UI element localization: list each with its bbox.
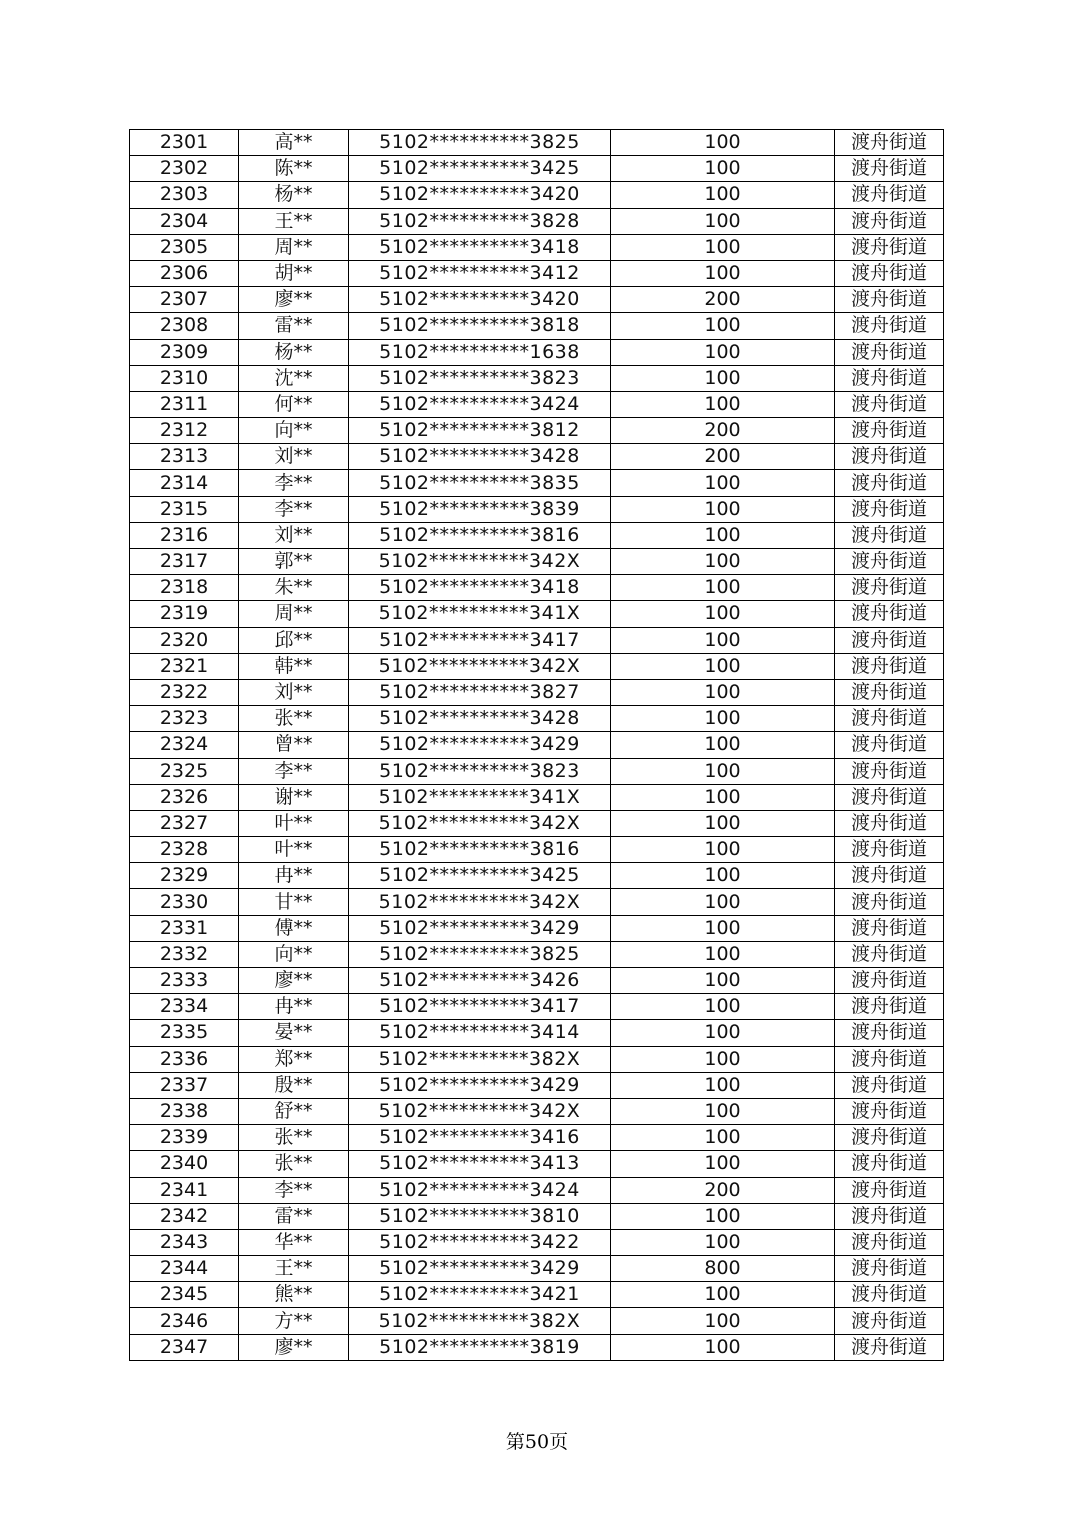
- id-number-cell: 5102**********341X: [349, 784, 611, 810]
- table-row: [130, 575, 944, 601]
- amount-cell: 100: [611, 1046, 835, 1072]
- name-cell: 廖**: [239, 1334, 349, 1360]
- amount-cell: 100: [611, 522, 835, 548]
- row-number-cell: 2322: [130, 679, 239, 705]
- row-number-cell: 2308: [130, 313, 239, 339]
- street-cell: 渡舟街道: [835, 889, 944, 915]
- street-cell: 渡舟街道: [835, 287, 944, 313]
- table-row: [130, 706, 944, 732]
- amount-cell: 100: [611, 496, 835, 522]
- table-row: [130, 784, 944, 810]
- name-cell: 熊**: [239, 1282, 349, 1308]
- street-cell: 渡舟街道: [835, 1308, 944, 1334]
- table-row: [130, 313, 944, 339]
- id-number-cell: 5102**********3424: [349, 1177, 611, 1203]
- street-cell: 渡舟街道: [835, 365, 944, 391]
- name-cell: 傅**: [239, 915, 349, 941]
- table-row: [130, 260, 944, 286]
- street-cell: 渡舟街道: [835, 260, 944, 286]
- street-cell: 渡舟街道: [835, 810, 944, 836]
- street-cell: 渡舟街道: [835, 549, 944, 575]
- name-cell: 向**: [239, 941, 349, 967]
- row-number-cell: 2312: [130, 418, 239, 444]
- street-cell: 渡舟街道: [835, 1229, 944, 1255]
- row-number-cell: 2344: [130, 1256, 239, 1282]
- name-cell: 刘**: [239, 444, 349, 470]
- table-row: [130, 679, 944, 705]
- name-cell: 张**: [239, 706, 349, 732]
- table-row: [130, 994, 944, 1020]
- amount-cell: 100: [611, 968, 835, 994]
- id-number-cell: 5102**********3429: [349, 915, 611, 941]
- name-cell: 朱**: [239, 575, 349, 601]
- row-number-cell: 2334: [130, 994, 239, 1020]
- name-cell: 杨**: [239, 339, 349, 365]
- street-cell: 渡舟街道: [835, 1072, 944, 1098]
- amount-cell: 100: [611, 653, 835, 679]
- table-row: [130, 1020, 944, 1046]
- id-number-cell: 5102**********3825: [349, 941, 611, 967]
- table-row: [130, 1177, 944, 1203]
- row-number-cell: 2342: [130, 1203, 239, 1229]
- name-cell: 向**: [239, 418, 349, 444]
- row-number-cell: 2331: [130, 915, 239, 941]
- row-number-cell: 2320: [130, 627, 239, 653]
- name-cell: 晏**: [239, 1020, 349, 1046]
- table-row: [130, 470, 944, 496]
- roster-table-body: [130, 130, 944, 1361]
- id-number-cell: 5102**********3418: [349, 234, 611, 260]
- table-row: [130, 627, 944, 653]
- name-cell: 廖**: [239, 287, 349, 313]
- roster-table: [129, 129, 944, 1361]
- row-number-cell: 2314: [130, 470, 239, 496]
- id-number-cell: 5102**********3417: [349, 994, 611, 1020]
- street-cell: 渡舟街道: [835, 1282, 944, 1308]
- table-row: [130, 339, 944, 365]
- table-row: [130, 732, 944, 758]
- row-number-cell: 2338: [130, 1098, 239, 1124]
- name-cell: 方**: [239, 1308, 349, 1334]
- row-number-cell: 2327: [130, 810, 239, 836]
- table-row: [130, 837, 944, 863]
- name-cell: 张**: [239, 1125, 349, 1151]
- id-number-cell: 5102**********3819: [349, 1334, 611, 1360]
- street-cell: 渡舟街道: [835, 130, 944, 156]
- street-cell: 渡舟街道: [835, 915, 944, 941]
- table-row: [130, 1125, 944, 1151]
- row-number-cell: 2341: [130, 1177, 239, 1203]
- id-number-cell: 5102**********3828: [349, 208, 611, 234]
- street-cell: 渡舟街道: [835, 1256, 944, 1282]
- id-number-cell: 5102**********3420: [349, 287, 611, 313]
- table-row: [130, 1151, 944, 1177]
- amount-cell: 100: [611, 156, 835, 182]
- id-number-cell: 5102**********3417: [349, 627, 611, 653]
- amount-cell: 100: [611, 470, 835, 496]
- name-cell: 叶**: [239, 837, 349, 863]
- name-cell: 刘**: [239, 679, 349, 705]
- table-row: [130, 182, 944, 208]
- street-cell: 渡舟街道: [835, 418, 944, 444]
- street-cell: 渡舟街道: [835, 968, 944, 994]
- name-cell: 周**: [239, 234, 349, 260]
- row-number-cell: 2340: [130, 1151, 239, 1177]
- street-cell: 渡舟街道: [835, 1151, 944, 1177]
- id-number-cell: 5102**********3420: [349, 182, 611, 208]
- amount-cell: 100: [611, 182, 835, 208]
- amount-cell: 100: [611, 208, 835, 234]
- amount-cell: 100: [611, 889, 835, 915]
- amount-cell: 100: [611, 1151, 835, 1177]
- id-number-cell: 5102**********342X: [349, 889, 611, 915]
- table-row: [130, 863, 944, 889]
- row-number-cell: 2319: [130, 601, 239, 627]
- amount-cell: 100: [611, 549, 835, 575]
- amount-cell: 100: [611, 1334, 835, 1360]
- amount-cell: 100: [611, 234, 835, 260]
- id-number-cell: 5102**********342X: [349, 1098, 611, 1124]
- street-cell: 渡舟街道: [835, 1203, 944, 1229]
- amount-cell: 100: [611, 1072, 835, 1098]
- table-row: [130, 391, 944, 417]
- name-cell: 曾**: [239, 732, 349, 758]
- row-number-cell: 2316: [130, 522, 239, 548]
- name-cell: 胡**: [239, 260, 349, 286]
- name-cell: 张**: [239, 1151, 349, 1177]
- table-row: [130, 1334, 944, 1360]
- street-cell: 渡舟街道: [835, 470, 944, 496]
- id-number-cell: 5102**********3816: [349, 522, 611, 548]
- amount-cell: 100: [611, 679, 835, 705]
- id-number-cell: 5102**********3823: [349, 758, 611, 784]
- name-cell: 王**: [239, 1256, 349, 1282]
- amount-cell: 200: [611, 287, 835, 313]
- table-row: [130, 889, 944, 915]
- name-cell: 甘**: [239, 889, 349, 915]
- table-row: [130, 496, 944, 522]
- amount-cell: 100: [611, 810, 835, 836]
- id-number-cell: 5102**********3825: [349, 130, 611, 156]
- street-cell: 渡舟街道: [835, 1125, 944, 1151]
- id-number-cell: 5102**********3810: [349, 1203, 611, 1229]
- street-cell: 渡舟街道: [835, 391, 944, 417]
- table-row: [130, 1046, 944, 1072]
- row-number-cell: 2335: [130, 1020, 239, 1046]
- name-cell: 王**: [239, 208, 349, 234]
- name-cell: 雷**: [239, 1203, 349, 1229]
- id-number-cell: 5102**********342X: [349, 549, 611, 575]
- id-number-cell: 5102**********3839: [349, 496, 611, 522]
- id-number-cell: 5102**********382X: [349, 1308, 611, 1334]
- row-number-cell: 2347: [130, 1334, 239, 1360]
- street-cell: 渡舟街道: [835, 234, 944, 260]
- street-cell: 渡舟街道: [835, 1177, 944, 1203]
- row-number-cell: 2301: [130, 130, 239, 156]
- street-cell: 渡舟街道: [835, 627, 944, 653]
- name-cell: 李**: [239, 1177, 349, 1203]
- row-number-cell: 2346: [130, 1308, 239, 1334]
- street-cell: 渡舟街道: [835, 784, 944, 810]
- id-number-cell: 5102**********3418: [349, 575, 611, 601]
- amount-cell: 100: [611, 575, 835, 601]
- row-number-cell: 2330: [130, 889, 239, 915]
- table-row: [130, 365, 944, 391]
- row-number-cell: 2343: [130, 1229, 239, 1255]
- amount-cell: 100: [611, 365, 835, 391]
- street-cell: 渡舟街道: [835, 444, 944, 470]
- amount-cell: 100: [611, 784, 835, 810]
- table-row: [130, 522, 944, 548]
- row-number-cell: 2324: [130, 732, 239, 758]
- id-number-cell: 5102**********382X: [349, 1046, 611, 1072]
- table-row: [130, 653, 944, 679]
- amount-cell: 100: [611, 339, 835, 365]
- table-row: [130, 601, 944, 627]
- street-cell: 渡舟街道: [835, 182, 944, 208]
- amount-cell: 100: [611, 1308, 835, 1334]
- name-cell: 李**: [239, 470, 349, 496]
- row-number-cell: 2336: [130, 1046, 239, 1072]
- row-number-cell: 2326: [130, 784, 239, 810]
- amount-cell: 100: [611, 391, 835, 417]
- amount-cell: 100: [611, 994, 835, 1020]
- street-cell: 渡舟街道: [835, 732, 944, 758]
- row-number-cell: 2304: [130, 208, 239, 234]
- row-number-cell: 2310: [130, 365, 239, 391]
- name-cell: 杨**: [239, 182, 349, 208]
- id-number-cell: 5102**********3412: [349, 260, 611, 286]
- table-row: [130, 758, 944, 784]
- table-row: [130, 1098, 944, 1124]
- id-number-cell: 5102**********3428: [349, 706, 611, 732]
- name-cell: 何**: [239, 391, 349, 417]
- row-number-cell: 2333: [130, 968, 239, 994]
- street-cell: 渡舟街道: [835, 575, 944, 601]
- table-row: [130, 1203, 944, 1229]
- row-number-cell: 2307: [130, 287, 239, 313]
- row-number-cell: 2325: [130, 758, 239, 784]
- row-number-cell: 2329: [130, 863, 239, 889]
- name-cell: 冉**: [239, 994, 349, 1020]
- table-row: [130, 968, 944, 994]
- id-number-cell: 5102**********3414: [349, 1020, 611, 1046]
- id-number-cell: 5102**********3413: [349, 1151, 611, 1177]
- table-row: [130, 130, 944, 156]
- name-cell: 殷**: [239, 1072, 349, 1098]
- name-cell: 舒**: [239, 1098, 349, 1124]
- name-cell: 李**: [239, 496, 349, 522]
- amount-cell: 100: [611, 601, 835, 627]
- table-row: [130, 1072, 944, 1098]
- amount-cell: 100: [611, 1229, 835, 1255]
- name-cell: 刘**: [239, 522, 349, 548]
- row-number-cell: 2306: [130, 260, 239, 286]
- row-number-cell: 2339: [130, 1125, 239, 1151]
- name-cell: 郑**: [239, 1046, 349, 1072]
- row-number-cell: 2311: [130, 391, 239, 417]
- amount-cell: 800: [611, 1256, 835, 1282]
- street-cell: 渡舟街道: [835, 837, 944, 863]
- id-number-cell: 5102**********3416: [349, 1125, 611, 1151]
- id-number-cell: 5102**********3816: [349, 837, 611, 863]
- street-cell: 渡舟街道: [835, 208, 944, 234]
- street-cell: 渡舟街道: [835, 522, 944, 548]
- street-cell: 渡舟街道: [835, 706, 944, 732]
- amount-cell: 100: [611, 1020, 835, 1046]
- table-row: [130, 810, 944, 836]
- id-number-cell: 5102**********3422: [349, 1229, 611, 1255]
- name-cell: 李**: [239, 758, 349, 784]
- street-cell: 渡舟街道: [835, 339, 944, 365]
- row-number-cell: 2345: [130, 1282, 239, 1308]
- table-row: [130, 444, 944, 470]
- amount-cell: 200: [611, 1177, 835, 1203]
- table-row: [130, 418, 944, 444]
- name-cell: 冉**: [239, 863, 349, 889]
- row-number-cell: 2303: [130, 182, 239, 208]
- street-cell: 渡舟街道: [835, 994, 944, 1020]
- row-number-cell: 2305: [130, 234, 239, 260]
- amount-cell: 100: [611, 130, 835, 156]
- street-cell: 渡舟街道: [835, 601, 944, 627]
- table-row: [130, 1229, 944, 1255]
- id-number-cell: 5102**********3428: [349, 444, 611, 470]
- street-cell: 渡舟街道: [835, 758, 944, 784]
- street-cell: 渡舟街道: [835, 1334, 944, 1360]
- street-cell: 渡舟街道: [835, 313, 944, 339]
- name-cell: 雷**: [239, 313, 349, 339]
- name-cell: 郭**: [239, 549, 349, 575]
- table-row: [130, 1256, 944, 1282]
- street-cell: 渡舟街道: [835, 1098, 944, 1124]
- amount-cell: 100: [611, 1098, 835, 1124]
- amount-cell: 100: [611, 915, 835, 941]
- id-number-cell: 5102**********3827: [349, 679, 611, 705]
- amount-cell: 100: [611, 1203, 835, 1229]
- row-number-cell: 2318: [130, 575, 239, 601]
- amount-cell: 100: [611, 863, 835, 889]
- amount-cell: 100: [611, 837, 835, 863]
- street-cell: 渡舟街道: [835, 156, 944, 182]
- street-cell: 渡舟街道: [835, 653, 944, 679]
- name-cell: 沈**: [239, 365, 349, 391]
- table-row: [130, 1282, 944, 1308]
- id-number-cell: 5102**********1638: [349, 339, 611, 365]
- table-row: [130, 287, 944, 313]
- name-cell: 华**: [239, 1229, 349, 1255]
- street-cell: 渡舟街道: [835, 679, 944, 705]
- amount-cell: 200: [611, 444, 835, 470]
- amount-cell: 100: [611, 1125, 835, 1151]
- page-number: 第50页: [505, 1431, 569, 1453]
- name-cell: 谢**: [239, 784, 349, 810]
- id-number-cell: 5102**********3835: [349, 470, 611, 496]
- id-number-cell: 5102**********3818: [349, 313, 611, 339]
- id-number-cell: 5102**********3421: [349, 1282, 611, 1308]
- row-number-cell: 2332: [130, 941, 239, 967]
- table-row: [130, 915, 944, 941]
- street-cell: 渡舟街道: [835, 1046, 944, 1072]
- amount-cell: 100: [611, 758, 835, 784]
- table-row: [130, 941, 944, 967]
- id-number-cell: 5102**********3424: [349, 391, 611, 417]
- id-number-cell: 5102**********342X: [349, 810, 611, 836]
- row-number-cell: 2315: [130, 496, 239, 522]
- id-number-cell: 5102**********3812: [349, 418, 611, 444]
- street-cell: 渡舟街道: [835, 941, 944, 967]
- id-number-cell: 5102**********3429: [349, 732, 611, 758]
- row-number-cell: 2313: [130, 444, 239, 470]
- name-cell: 廖**: [239, 968, 349, 994]
- amount-cell: 100: [611, 313, 835, 339]
- amount-cell: 100: [611, 260, 835, 286]
- amount-cell: 100: [611, 1282, 835, 1308]
- name-cell: 叶**: [239, 810, 349, 836]
- row-number-cell: 2309: [130, 339, 239, 365]
- street-cell: 渡舟街道: [835, 1020, 944, 1046]
- amount-cell: 100: [611, 732, 835, 758]
- table-row: [130, 156, 944, 182]
- row-number-cell: 2323: [130, 706, 239, 732]
- id-number-cell: 5102**********3823: [349, 365, 611, 391]
- amount-cell: 100: [611, 627, 835, 653]
- name-cell: 陈**: [239, 156, 349, 182]
- id-number-cell: 5102**********3425: [349, 156, 611, 182]
- name-cell: 邱**: [239, 627, 349, 653]
- id-number-cell: 5102**********3429: [349, 1256, 611, 1282]
- table-row: [130, 1308, 944, 1334]
- id-number-cell: 5102**********3429: [349, 1072, 611, 1098]
- row-number-cell: 2321: [130, 653, 239, 679]
- id-number-cell: 5102**********3425: [349, 863, 611, 889]
- amount-cell: 100: [611, 941, 835, 967]
- id-number-cell: 5102**********342X: [349, 653, 611, 679]
- id-number-cell: 5102**********3426: [349, 968, 611, 994]
- amount-cell: 200: [611, 418, 835, 444]
- row-number-cell: 2317: [130, 549, 239, 575]
- row-number-cell: 2337: [130, 1072, 239, 1098]
- row-number-cell: 2328: [130, 837, 239, 863]
- street-cell: 渡舟街道: [835, 496, 944, 522]
- table-row: [130, 549, 944, 575]
- table-row: [130, 234, 944, 260]
- table-row: [130, 208, 944, 234]
- name-cell: 韩**: [239, 653, 349, 679]
- name-cell: 周**: [239, 601, 349, 627]
- row-number-cell: 2302: [130, 156, 239, 182]
- amount-cell: 100: [611, 706, 835, 732]
- street-cell: 渡舟街道: [835, 863, 944, 889]
- name-cell: 高**: [239, 130, 349, 156]
- id-number-cell: 5102**********341X: [349, 601, 611, 627]
